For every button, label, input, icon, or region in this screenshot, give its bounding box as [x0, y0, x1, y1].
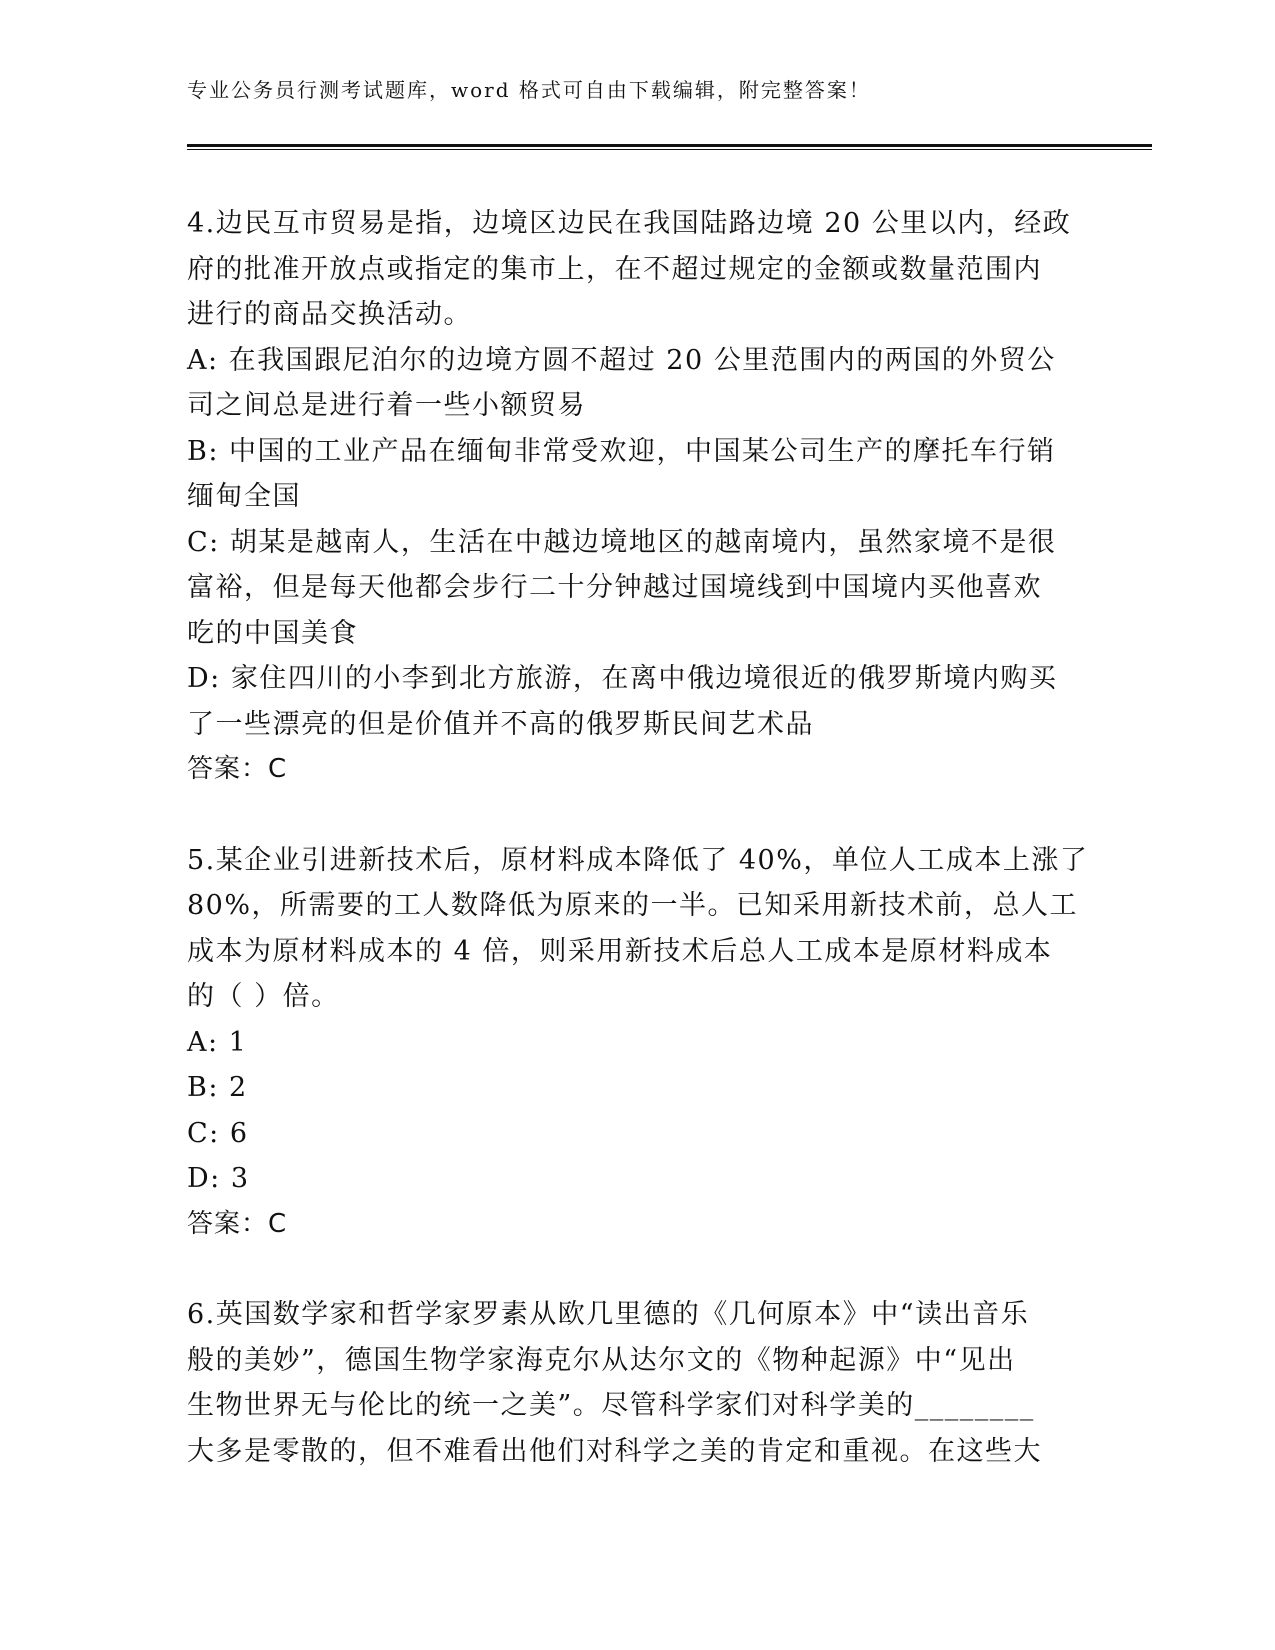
question-stem-line: 生物世界无与伦比的统一之美”。尽管科学家们对科学美的________	[187, 1390, 1035, 1421]
option-line: 缅甸全国	[187, 481, 301, 512]
question-5	[187, 838, 1089, 1248]
option-line: D: 3	[187, 1163, 250, 1194]
option-line: 吃的中国美食	[187, 617, 358, 649]
question-stem-line: 5.某企业引进新技术后，原材料成本降低了 40%，单位人工成本上涨了	[187, 844, 1089, 876]
question-4	[187, 201, 1072, 793]
question-stem-line: 进行的商品交换活动。	[187, 299, 472, 330]
option-line: A: 在我国跟尼泊尔的边境方圆不超过 20 公里范围内的两国的外贸公	[187, 344, 1056, 376]
option-line: C: 胡某是越南人，生活在中越边境地区的越南境内，虽然家境不是很	[187, 526, 1057, 558]
question-stem-line: 般的美妙”，德国生物学家海克尔从达尔文的《物种起源》中“见出	[187, 1344, 1016, 1376]
question-stem-line: 的（ ）倍。	[187, 981, 340, 1012]
option-line: A: 1	[187, 1026, 248, 1058]
header-divider	[187, 144, 1152, 150]
question-stem-line: 6.英国数学家和哲学家罗素从欧几里德的《几何原本》中“读出音乐	[187, 1299, 1030, 1330]
question-stem-line: 府的批准开放点或指定的集市上，在不超过规定的金额或数量范围内	[187, 253, 1042, 285]
option-line: B: 中国的工业产品在缅甸非常受欢迎，中国某公司生产的摩托车行销	[187, 435, 1056, 467]
question-stem-line: 4.边民互市贸易是指，边境区边民在我国陆路边境 20 公里以内，经政	[187, 208, 1072, 239]
option-line: C: 6	[187, 1117, 249, 1149]
question-6	[187, 1292, 1067, 1474]
option-line: 司之间总是进行着一些小额贸易	[187, 390, 586, 421]
answer-label: 答案：C	[187, 1208, 288, 1239]
question-stem-line: 成本为原材料成本的 4 倍，则采用新技术后总人工成本是原材料成本	[187, 935, 1053, 967]
answer-label: 答案：C	[187, 754, 288, 784]
option-line: B: 2	[187, 1072, 248, 1103]
question-stem-line: 大多是零散的，但不难看出他们对科学之美的肯定和重视。在这些大	[187, 1435, 1042, 1467]
option-line: D: 家住四川的小李到北方旅游，在离中俄边境很近的俄罗斯境内购买	[187, 663, 1058, 694]
option-line: 了一些漂亮的但是价值并不高的俄罗斯民间艺术品	[187, 708, 814, 740]
question-list	[187, 201, 1089, 1519]
question-stem-line: 80%，所需要的工人数降低为原来的一半。已知采用新技术前，总人工	[187, 890, 1079, 921]
page-header: 专业公务员行测考试题库，word 格式可自由下载编辑，附完整答案！	[187, 78, 871, 102]
option-line: 富裕，但是每天他都会步行二十分钟越过国境线到中国境内买他喜欢	[187, 572, 1042, 603]
